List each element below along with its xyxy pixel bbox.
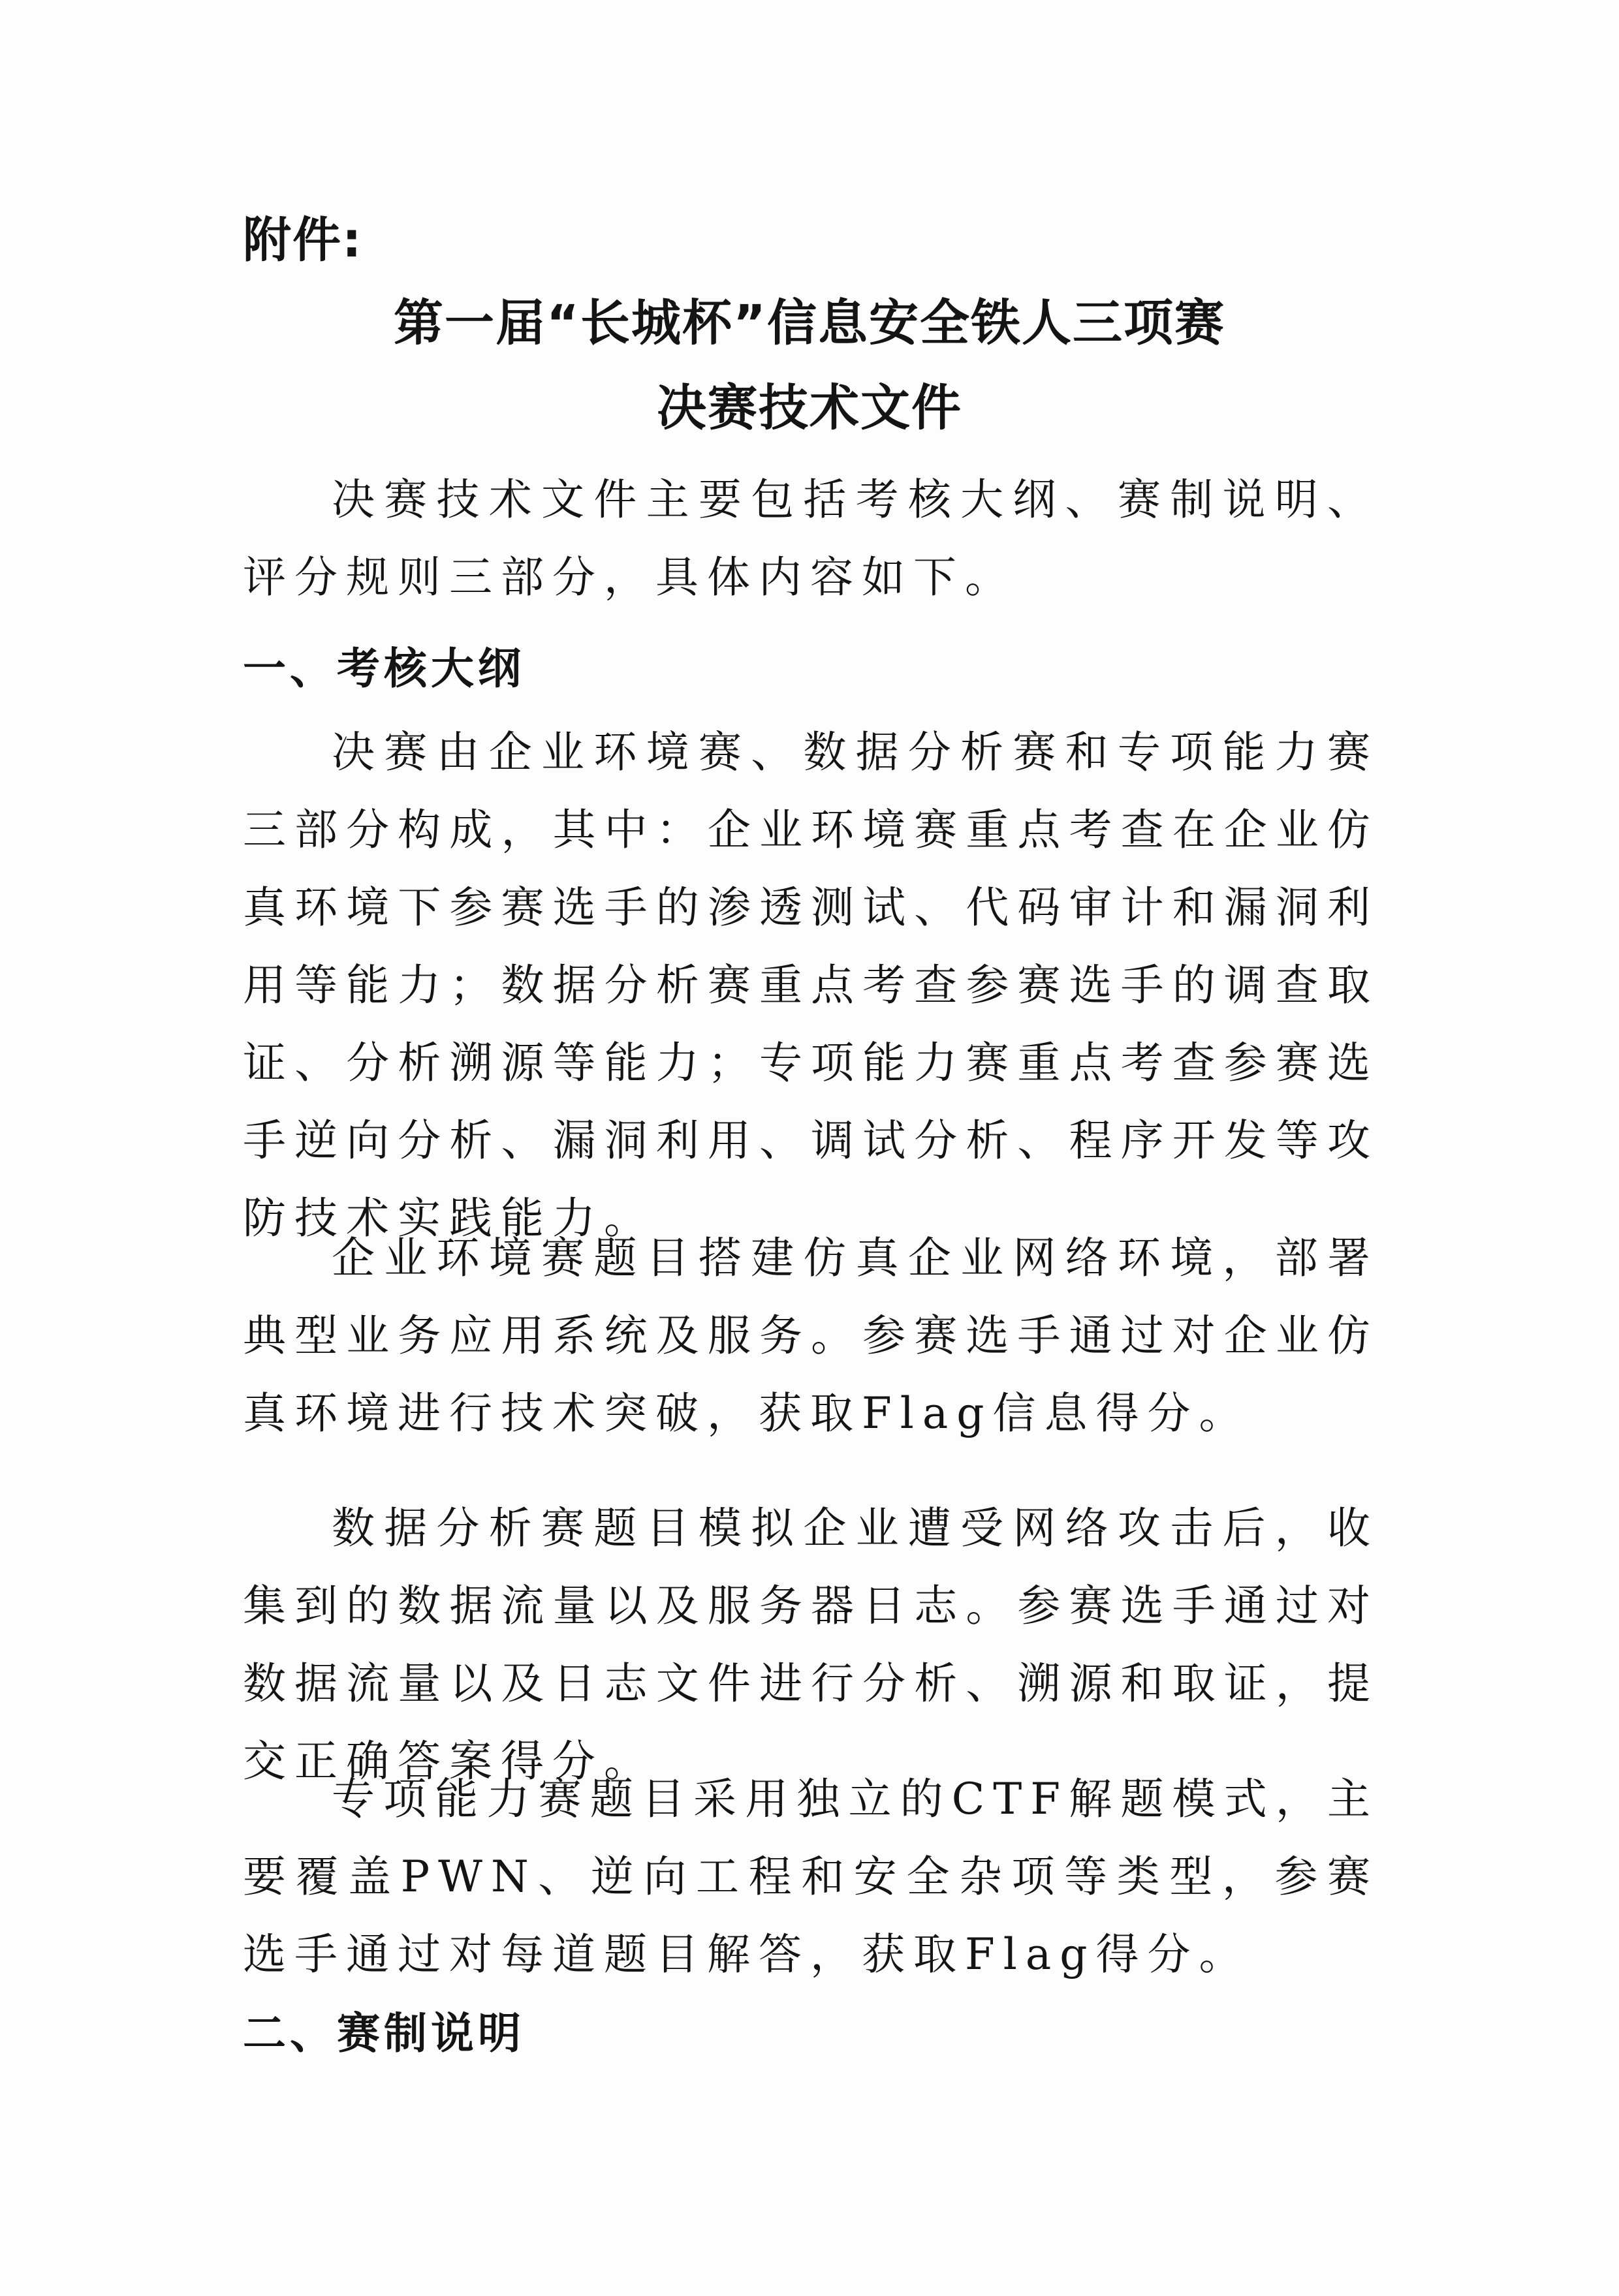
paragraph-data-analysis: 数据分析赛题目模拟企业遭受网络攻击后，收集到的数据流量以及服务器日志。参赛选手通过对数据流量以及日志文件进行分析、溯源和取证，提交正确答案得分。: [243, 1503, 1379, 1786]
attachment-label: 附件:: [243, 212, 363, 268]
paragraph-final-composition: 决赛由企业环境赛、数据分析赛和专项能力赛三部分构成，其中：企业环境赛重点考查在企业仿真环境下参赛选手的渗透测试、代码审计和漏洞利用等能力；数据分析赛重点考查参赛选手的调查取证、分析溯源等能力；专项能力赛重点考查参赛选手逆向分析、漏洞利用、调试分析、程序开发等攻防技术实践能力。: [243, 727, 1379, 1243]
paragraph-enterprise-environment: 企业环境赛题目搭建仿真企业网络环境，部署典型业务应用系统及服务。参赛选手通过对企业仿真环境进行技术突破，获取Flag信息得分。: [243, 1233, 1379, 1438]
document-subtitle: 决赛技术文件: [657, 379, 962, 437]
paragraph-special-ability: 专项能力赛题目采用独立的CTF解题模式，主要覆盖PWN、逆向工程和安全杂项等类型，参赛选手通过对每道题目解答，获取Flag得分。: [243, 1774, 1379, 1979]
section-heading-assessment-outline: 一、考核大纲: [243, 644, 525, 694]
intro-paragraph: 决赛技术文件主要包括考核大纲、赛制说明、评分规则三部分，具体内容如下。: [243, 474, 1379, 602]
section-heading-competition-rules: 二、赛制说明: [243, 2008, 525, 2058]
document-title: 第一届“长城杯”信息安全铁人三项赛: [394, 294, 1225, 352]
